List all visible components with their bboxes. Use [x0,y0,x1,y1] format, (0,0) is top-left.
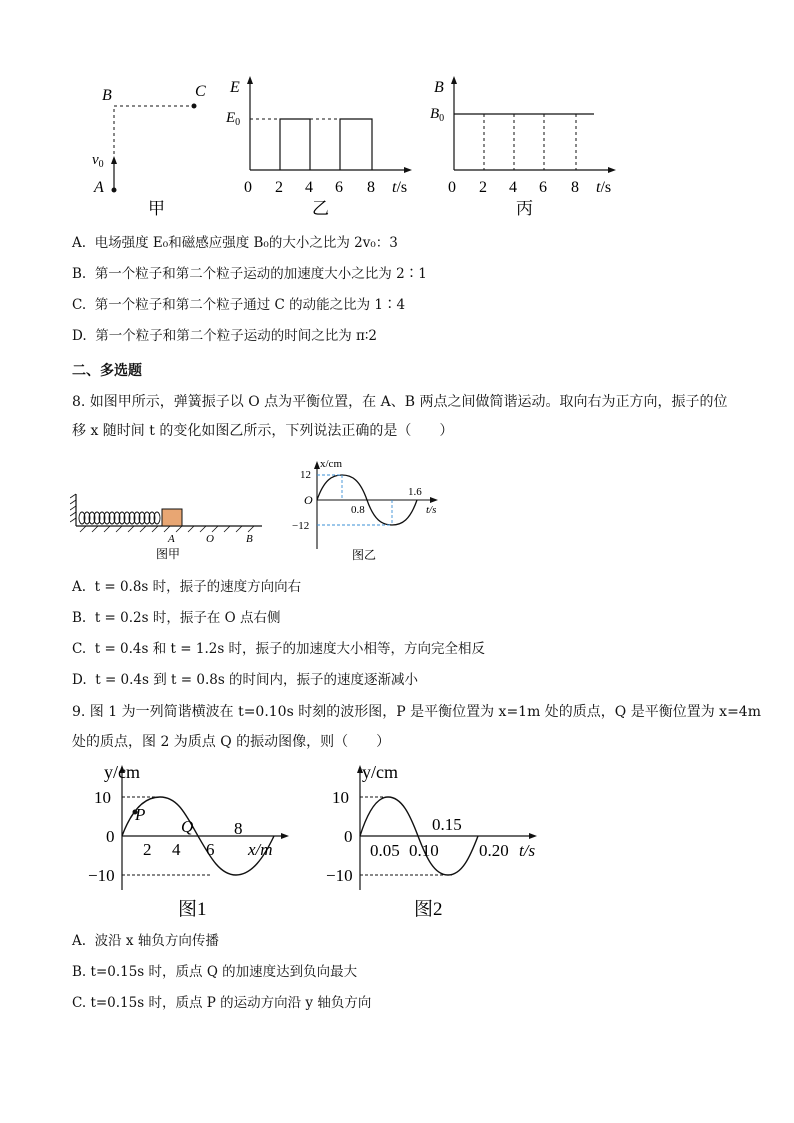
q8-stem-line2: 移 x 随时间 t 的变化如图乙所示，下列说法正确的是（ ） [72,423,454,439]
tick-neg-10: −10 [326,866,353,885]
tick-0: 0 [448,179,456,196]
label-q: Q [181,817,194,836]
q9-option-a[interactable]: A. 波沿 x 轴负方向传播 [72,933,219,949]
q7-option-c[interactable]: C. 第一个粒子和第二个粒子通过 C 的动能之比为 1∶4 [72,297,406,313]
tick-12: 12 [300,469,311,481]
tick-0: 0 [244,179,252,196]
label-a: A [94,179,104,196]
tick-2: 2 [479,179,487,196]
t-axis-label: t/s [426,504,437,516]
tick-2: 2 [275,179,283,196]
x-tick-4: 4 [172,840,181,859]
label-v0: $v_0$ [92,152,104,170]
q8-option-b[interactable]: B. t = 0.2s 时，振子在 O 点右侧 [72,610,281,626]
q8-figure-yi [284,455,454,567]
spring [79,512,160,524]
label-b0: $B_0$ [430,106,445,124]
t-tick-010: 0.10 [409,841,439,860]
q7-option-b[interactable]: B. 第一个粒子和第二个粒子运动的加速度大小之比为 2∶1 [72,266,427,282]
t-tick-005: 0.05 [370,841,400,860]
t-axis-label: t/s [392,179,408,196]
section-heading: 二、多选题 [72,363,142,379]
caption-bing: 丙 [516,199,533,219]
t-axis-label: t/s [519,841,536,860]
q9-option-b[interactable]: B. t=0.15s 时，质点 Q 的加速度达到负向最大 [72,964,358,980]
tick-neg-10: −10 [88,866,115,885]
x-tick-2: 2 [143,840,152,859]
q7-option-d[interactable]: D. 第一个粒子和第二个粒子运动的时间之比为 π∶2 [72,328,378,344]
caption-fig1: 图1 [178,899,207,920]
tick-0: 0 [344,827,353,846]
caption-jia: 甲 [148,199,165,219]
q8-option-c[interactable]: C. t = 0.4s 和 t = 1.2s 时，振子的加速度大小相等，方向完全相反 [72,641,486,657]
tick-6: 6 [539,179,547,196]
q8-figure-jia [70,490,270,566]
tick-neg-12: −12 [292,520,310,532]
y-axis-label: x/cm [320,458,342,470]
label-o: O [206,533,214,545]
label-a: A [168,533,175,545]
q7-option-a[interactable]: A. 电场强度 E₀和磁感应强度 B₀的大小之比为 2v₀：3 [72,235,398,251]
x-axis-label: x/m [248,840,273,859]
e-field-pulses [280,119,372,170]
x-tick-6: 6 [206,840,215,859]
label-e: E [230,79,240,96]
tick-8: 8 [571,179,579,196]
q9-stem-line1: 9. 图 1 为一列简谐横波在 t=0.10s 时刻的波形图，P 是平衡位置为 x=1m 处的质点，Q 是平衡位置为 x=4m [72,704,761,720]
t-tick-020: 0.20 [479,841,509,860]
t-tick-015: 0.15 [432,815,462,834]
origin: O [304,493,313,507]
tick-6: 6 [335,179,343,196]
point-a [112,188,117,193]
tick-8: 8 [367,179,375,196]
label-b: B [434,79,444,96]
label-b: B [246,533,253,545]
tick-10: 10 [94,788,111,807]
label-b: B [102,87,112,104]
figure-yi [222,72,422,222]
label-c: C [195,83,206,100]
figure-jia [88,72,218,222]
tick-0: 0 [106,827,115,846]
caption-fig2: 图2 [414,899,443,920]
q8-option-d[interactable]: D. t = 0.4s 到 t = 0.8s 的时间内，振子的速度逐渐减小 [72,672,419,688]
tick-4: 4 [509,179,517,196]
figure-bing [426,72,626,222]
y-axis-label: y/cm [104,762,140,782]
caption-tu-jia: 图甲 [156,547,181,561]
q8-option-a[interactable]: A. t = 0.8s 时，振子的速度方向向右 [72,579,302,595]
oscillator-block [162,509,182,526]
caption-tu-yi: 图乙 [352,548,377,562]
label-p: P [135,805,146,824]
x-tick-8: 8 [234,819,243,838]
tick-4: 4 [305,179,313,196]
q8-stem-line1: 8. 如图甲所示，弹簧振子以 O 点为平衡位置，在 A、B 两点之间做简谐运动。取向右为正方向，振子的位 [72,394,728,410]
t-axis-label: t/s [596,179,612,196]
caption-yi: 乙 [312,199,329,219]
q9-option-c[interactable]: C. t=0.15s 时，质点 P 的运动方向沿 y 轴负方向 [72,995,372,1011]
q9-figure-1 [86,760,296,922]
point-c [192,104,197,109]
tick-0-8: 0.8 [351,504,365,516]
tick-10: 10 [332,788,349,807]
q9-stem-line2: 处的质点，图 2 为质点 Q 的振动图像，则（ ） [72,734,391,750]
label-e0: $E_0$ [226,110,241,128]
tick-1-6: 1.6 [408,486,422,498]
q9-figure-2 [322,760,552,922]
y-axis-label: y/cm [362,762,398,782]
